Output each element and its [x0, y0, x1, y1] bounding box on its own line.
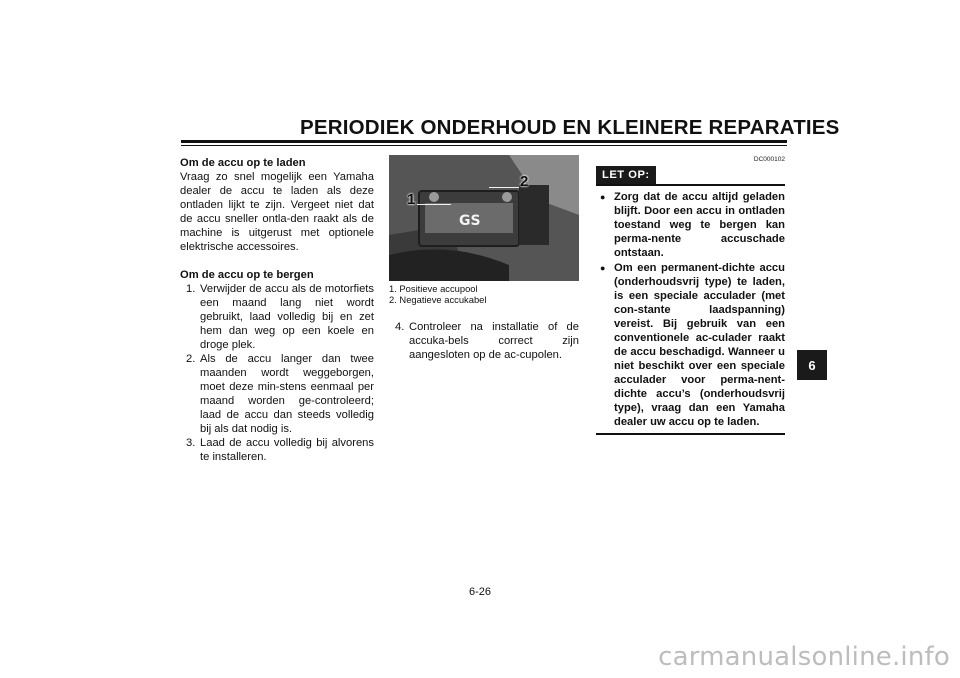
- notice-code: DC000102: [753, 156, 785, 163]
- list-item: ● Zorg dat de accu altijd geladen blijft. Door een accu in ontladen toestand weg te bergen kan perma-nente accuschade ontstaan.: [600, 191, 785, 259]
- list-item: 3. Laad de accu volledig bij alvorens te installeren.: [186, 437, 374, 463]
- list-item: 4. Controleer na installatie of de accuka-bels correct zijn aangesloten op de ac-cupolen.: [395, 321, 579, 361]
- section-heading-charging: Om de accu op te laden: [180, 157, 306, 169]
- storage-steps: [180, 282, 374, 464]
- column-right: [596, 155, 785, 435]
- notice-label: LET OP:: [596, 166, 656, 184]
- page-number: 6-26: [468, 586, 492, 598]
- caption-1: 1. Positieve accupool: [389, 283, 478, 294]
- list-item: ● Om een permanent-dichte accu (onderhoudsvrij type) te laden, is een speciale acculader (met con-stante laadspanning) vereist. Bij gebruik van een conventionele ac-culader raakt de accu beschadigd. Wanneer u niet beschikt over een speciale acculader voor perma-nent-dichte accu’s (onderhoudsvrij type), vraag dan een Yamaha dealer uw accu op te laden.: [600, 262, 785, 428]
- section-heading-storage: Om de accu op te bergen: [180, 269, 314, 281]
- callout-leader-1: [417, 204, 451, 205]
- column-left: [180, 156, 374, 464]
- battery-photo: [389, 155, 579, 281]
- column-middle: [389, 155, 579, 362]
- notice-rule: [596, 184, 785, 186]
- bullet-icon: ●: [600, 192, 606, 202]
- list-item: 2. Als de accu langer dan twee maanden wordt weggeborgen, moet deze min-stens eenmaal per maand worden ge-controleerd; laad de accu dan steeds volledig bij als dat nodig is.: [186, 353, 374, 435]
- notice-bullets: [596, 190, 785, 429]
- list-item: 1. Verwijder de accu als de motorfiets een maand lang niet wordt gebruikt, laad volledig bij en zet hem dan weg op een koele en droge plek.: [186, 283, 374, 351]
- installation-step: [389, 320, 579, 362]
- paragraph-charging: Vraag zo snel mogelijk een Yamaha dealer de accu te laden als deze ontladen lijkt te zijn. Vergeet niet dat de accu sneller ontla-den raakt als de machine is uitgerust met optionele elektrische accessoires.: [180, 171, 374, 253]
- caption-2: 2. Negatieve accukabel: [389, 294, 487, 305]
- callout-1: 1: [407, 191, 416, 208]
- battery-illustration: [389, 155, 579, 281]
- header-rule: [181, 140, 787, 143]
- callout-2: 2: [520, 173, 529, 190]
- figure-captions: [389, 283, 579, 305]
- notice-header: [596, 166, 785, 186]
- watermark: carmanualsonline.info: [658, 642, 950, 672]
- header-rule-thin: [181, 145, 787, 146]
- chapter-tab: 6: [797, 350, 827, 380]
- notice-end-rule: [596, 433, 785, 435]
- svg-text:GS: GS: [459, 213, 481, 229]
- callout-leader-2: [489, 187, 519, 188]
- page-title: PERIODIEK ONDERHOUD EN KLEINERE REPARATIES: [300, 116, 840, 139]
- bullet-icon: ●: [600, 263, 606, 273]
